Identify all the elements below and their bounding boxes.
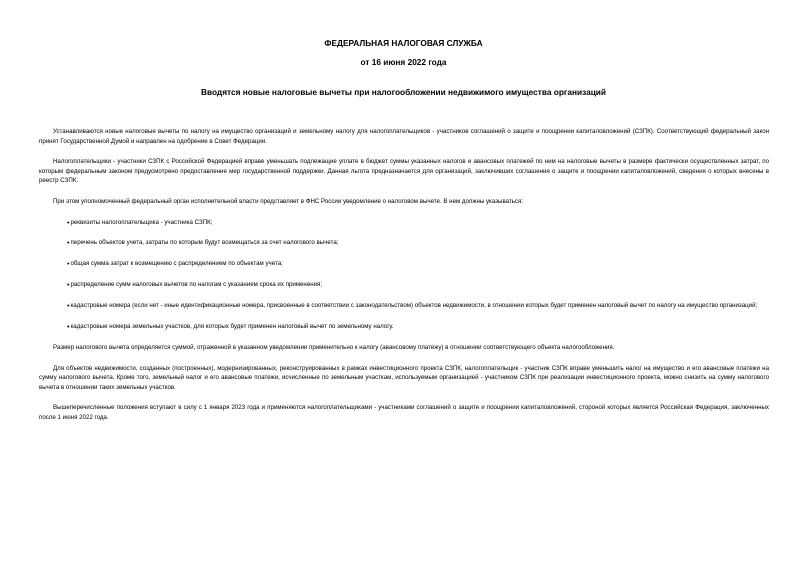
paragraph-notification: При этом уполномоченный федеральный орган исполнительной власти представляет в ФНС России уведомление о налоговом вычете. В нем должны указываться: bbox=[53, 197, 524, 205]
paragraph-deduction-size: Размер налогового вычета определяется суммой, отраженной в указанном уведомлении применительно к налогу (авансовому платежу) в отношении соответствующего объекта налогообложения. bbox=[53, 343, 615, 351]
bullet-icon: • bbox=[67, 324, 70, 332]
bullet-icon: • bbox=[67, 303, 70, 311]
bullet-icon: • bbox=[67, 282, 70, 290]
bullet-icon: • bbox=[67, 219, 70, 227]
document-title: Вводятся новые налоговые вычеты при налогообложении недвижимого имущества организаций bbox=[200, 87, 607, 97]
bullet-icon: • bbox=[67, 240, 70, 248]
list-item-text: реквизиты налогоплательщика - участника СЗПК; bbox=[70, 218, 213, 226]
document-body bbox=[39, 127, 769, 433]
bullet-icon: • bbox=[67, 261, 70, 269]
list-item bbox=[39, 259, 769, 269]
list-item-text: кадастровые номера (если нет - иные идентификационные номера, присвоенные в соответствии с законодательством) объектов недвижимости, в отношении которых будет применен налоговый вычет по налогу на имущество организаций; bbox=[70, 302, 758, 310]
list-item bbox=[39, 301, 769, 311]
paragraph-effective-date: Вышеперечисленные положения вступают в силу с 1 января 2023 года и применяются налогоплательщиками - участниками соглашений о защите и поощрении капиталовложений, стороной которых является Российская Федерация, заключенных после 1 июня 2022 года. bbox=[39, 404, 769, 421]
agency-name: ФЕДЕРАЛЬНАЯ НАЛОГОВАЯ СЛУЖБА bbox=[324, 38, 483, 48]
list-item-text: кадастровые номера земельных участков, для которых будет применен налоговый вычет по земельному налогу. bbox=[70, 323, 394, 331]
list-item-text: распределение сумм налоговых вычетов по налогам с указанием срока их применения; bbox=[70, 281, 323, 289]
document-date: от 16 июня 2022 года bbox=[360, 57, 447, 67]
paragraph-intro: Устанавливаются новые налоговые вычеты по налогу на имущество организаций и земельному налогу для налогоплательщиков - участников соглашений о защите и поощрении капиталовложений (СЗПК). Соответствующий федеральный закон принят Государственной Думой и направлен на одобрение в Совет Федерации. bbox=[39, 128, 769, 145]
list-item bbox=[39, 280, 769, 290]
paragraph-taxpayers: Налогоплательщики - участники СЗПК с Российской Федерацией вправе уменьшать подлежащие уплате в бюджет суммы указанных налогов и авансовых платежей по ним на налоговые вычеты в размере фактически осуществленных затрат, по которым федеральным законом предусмотрено предоставление мер государственной поддержки. Данная льгота предназначается для организаций, заключивших соглашения о защите и поощрении капиталовложений, сведения о которых внесены в реестр СЗПК. bbox=[39, 158, 769, 185]
list-item bbox=[39, 238, 769, 248]
list-item-text: общая сумма затрат к возмещению с распределением по объектам учета; bbox=[70, 260, 283, 268]
list-item bbox=[39, 322, 769, 332]
list-item bbox=[39, 218, 769, 228]
list-item-text: перечень объектов учета, затраты по которым будут возмещаться за счет налогового вычета; bbox=[70, 239, 339, 247]
paragraph-real-estate: Для объектов недвижимости, созданных (построенных), модернизированных, реконструированных в рамках инвестиционного проекта СЗПК, налогоплательщик - участник СЗПК вправе уменьшить налог на имущество и его авансовые платежи на сумму налогового вычета. Кроме того, земельный налог и его авансовые платежи, исчисленные по земельным участкам, используемым организацией - участником СЗПК при реализации инвестиционного проекта, можно снизить на сумму налогового вычета в отношении таких земельных участков. bbox=[39, 364, 769, 391]
